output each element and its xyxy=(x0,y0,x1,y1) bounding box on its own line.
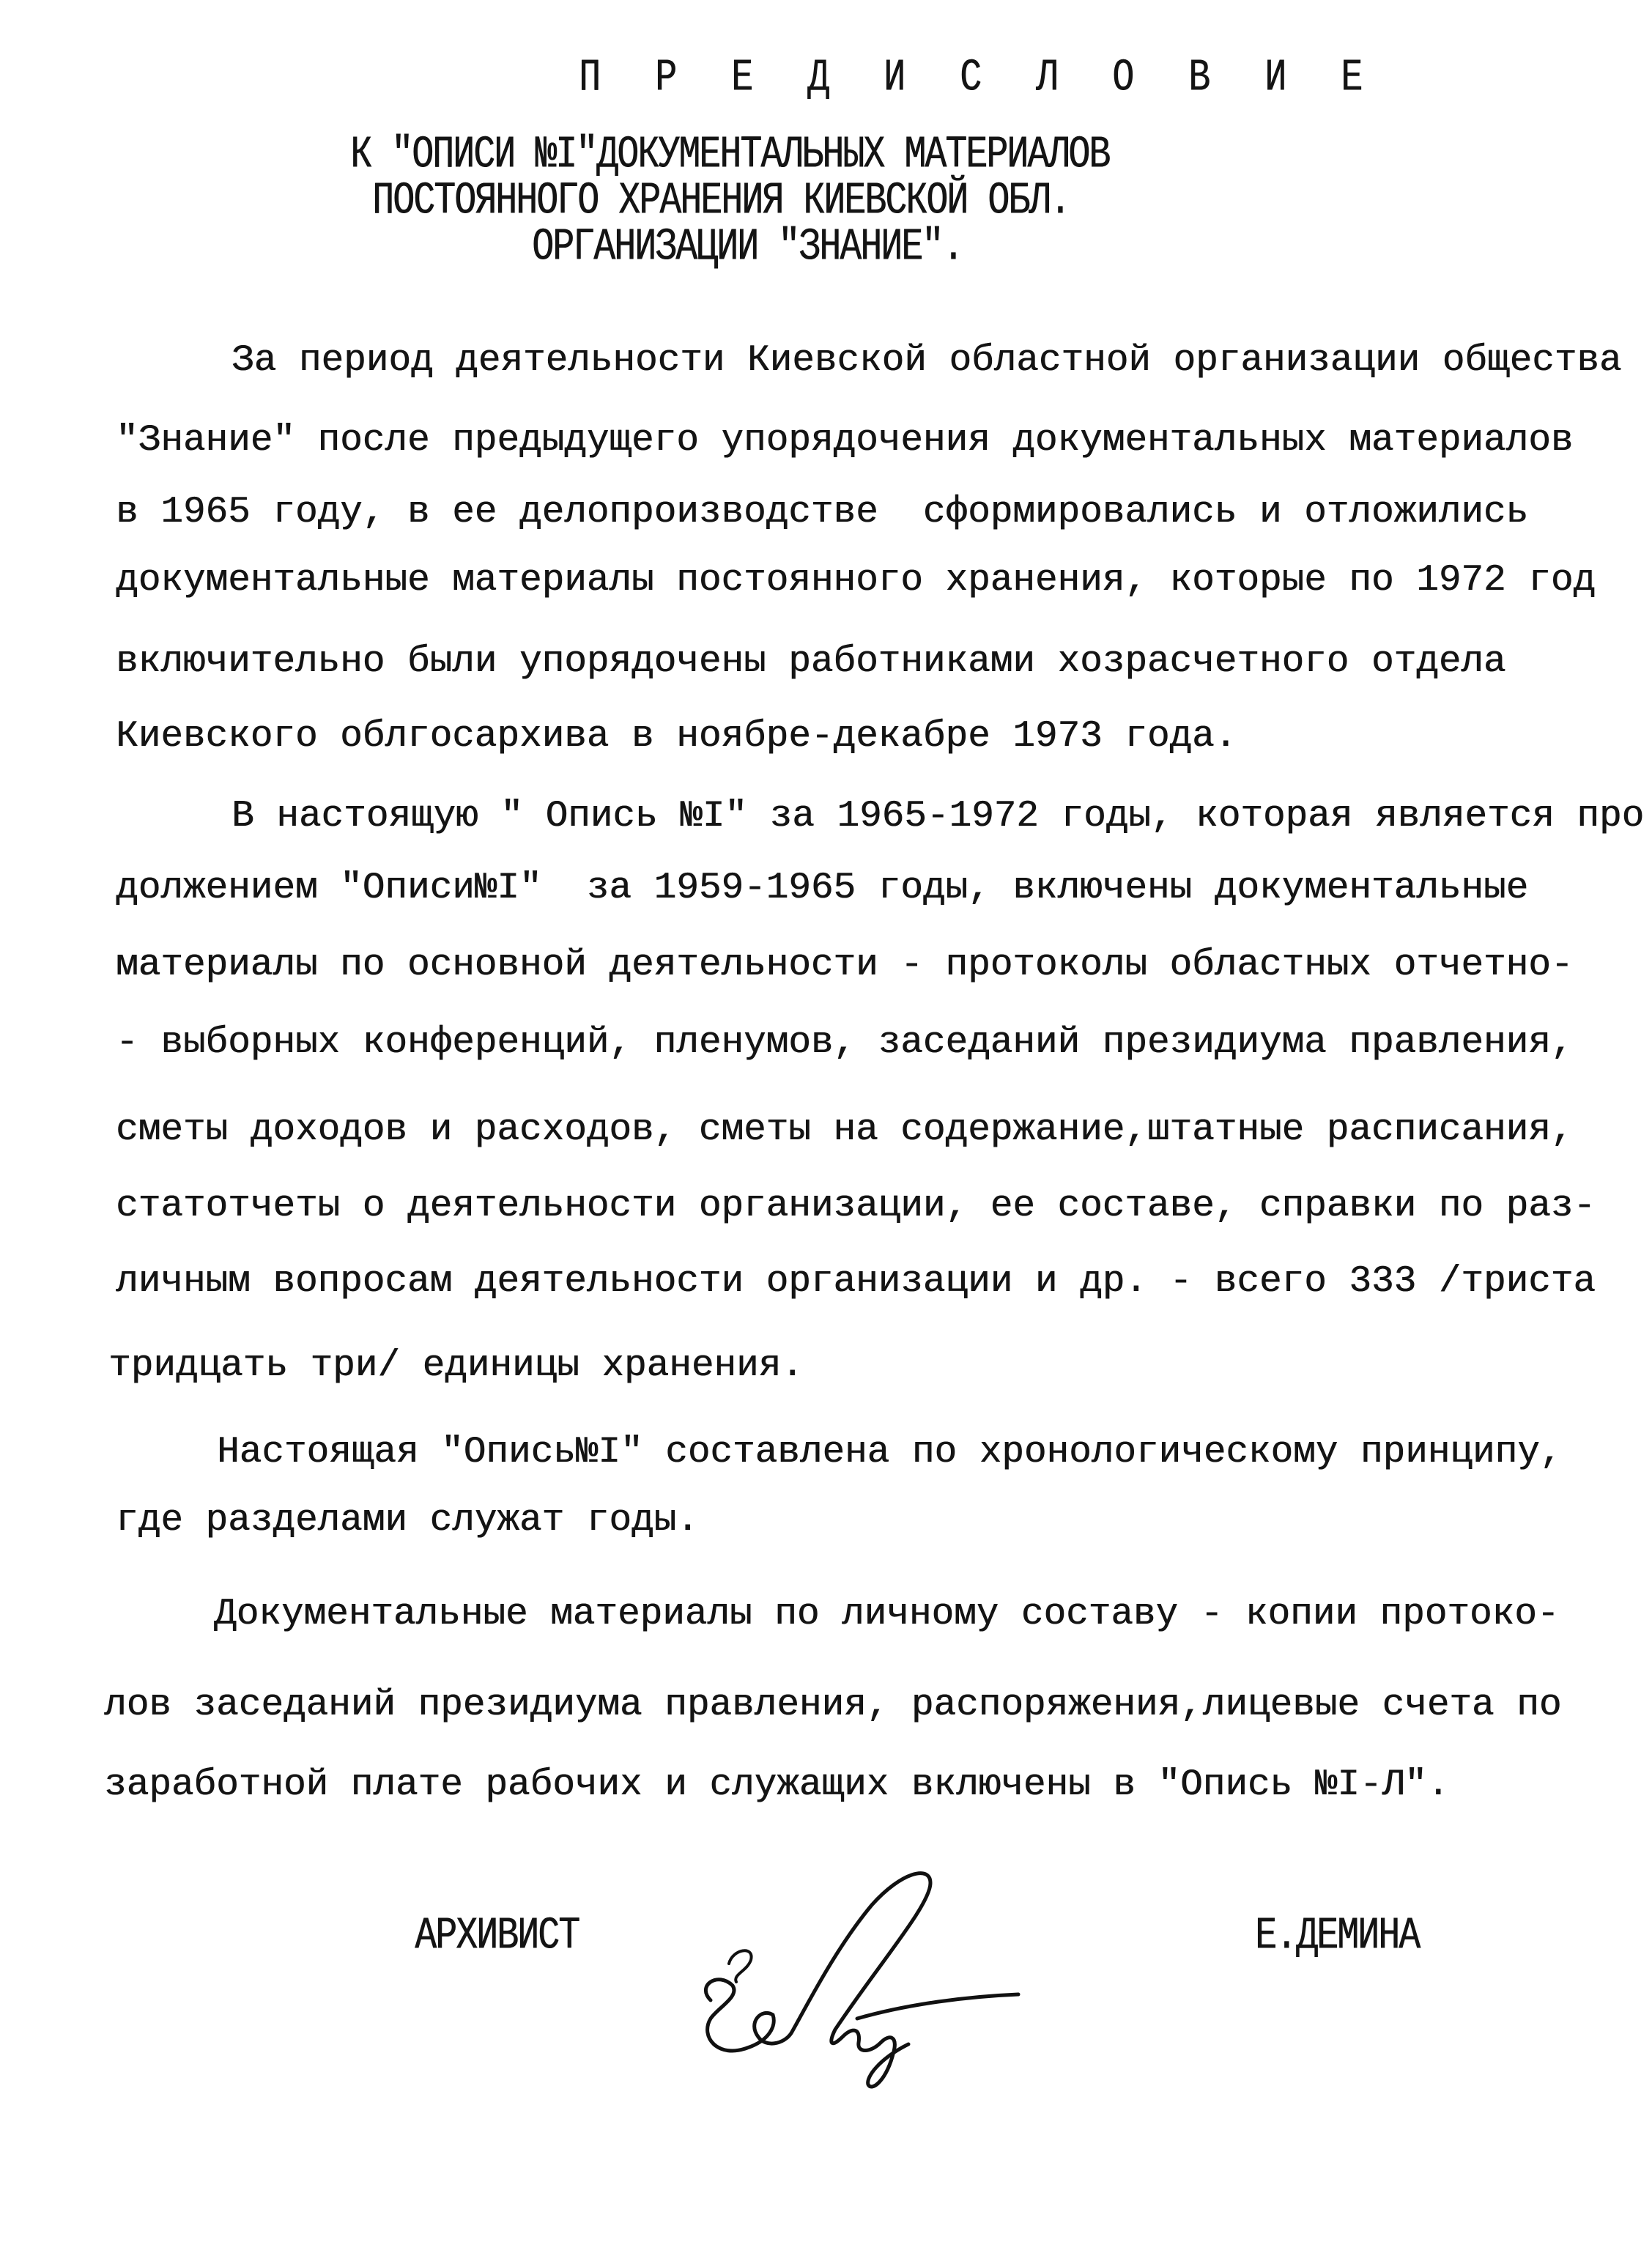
text-line: Документальные материалы по личному составу - копии протоко- xyxy=(214,1594,1560,1635)
text-line: включительно были упорядочены работниками хозрасчетного отдела xyxy=(116,641,1506,683)
text-line: документальные материалы постоянного хранения, которые по 1972 год xyxy=(116,560,1596,602)
text-line: В настоящую " Опись №I" за 1965-1972 годы, которая является про xyxy=(231,796,1645,837)
text-line: Настоящая "Опись№I" составлена по хронологическому принципу, xyxy=(217,1432,1563,1473)
subtitle-line: ОРГАНИЗАЦИИ "ЗНАНИЕ". xyxy=(532,221,963,274)
signer-name: Е.ДЕМИНА xyxy=(1255,1910,1420,1963)
subtitle-line: ПОСТОЯННОГО ХРАНЕНИЯ КИЕВСКОЙ ОБЛ. xyxy=(372,175,1070,228)
text-line: "Знание" после предыдущего упорядочения документальных материалов xyxy=(116,420,1574,462)
signer-position: АРХИВИСТ xyxy=(415,1910,579,1963)
text-line: статотчеты о деятельности организации, ее составе, справки по раз- xyxy=(116,1185,1596,1227)
text-line: лов заседаний президиума правления, распоряжения,лицевые счета по xyxy=(104,1684,1562,1726)
text-line: материалы по основной деятельности - протоколы областных отчетно- xyxy=(116,944,1574,986)
text-line: где разделами служат годы. xyxy=(116,1500,699,1542)
text-line: заработной плате рабочих и служащих включены в "Опись №I-Л". xyxy=(104,1764,1450,1806)
text-line: тридцать три/ единицы хранения. xyxy=(108,1345,804,1387)
text-line: - выборных конференций, пленумов, заседаний президиума правления, xyxy=(116,1022,1574,1064)
subtitle-line: К "ОПИСИ №I"ДОКУМЕНТАЛЬНЫХ МАТЕРИАЛОВ xyxy=(350,129,1110,182)
document-title: П Р Е Д И С Л О В И Е xyxy=(579,52,1379,105)
text-line: личным вопросам деятельности организации и др. - всего 333 /триста xyxy=(116,1261,1596,1303)
text-line: За период деятельности Киевской областной организации общества xyxy=(231,340,1622,382)
text-line: Киевского облгосархива в ноябре-декабре 1973 года. xyxy=(116,716,1237,758)
text-line: сметы доходов и расходов, сметы на содержание,штатные расписания, xyxy=(116,1109,1574,1151)
text-line: в 1965 году, в ее делопроизводстве сформировались и отложились xyxy=(116,492,1529,533)
text-line: должением "Описи№I" за 1959-1965 годы, включены документальные xyxy=(116,868,1529,909)
handwritten-signature xyxy=(689,1861,1026,2095)
